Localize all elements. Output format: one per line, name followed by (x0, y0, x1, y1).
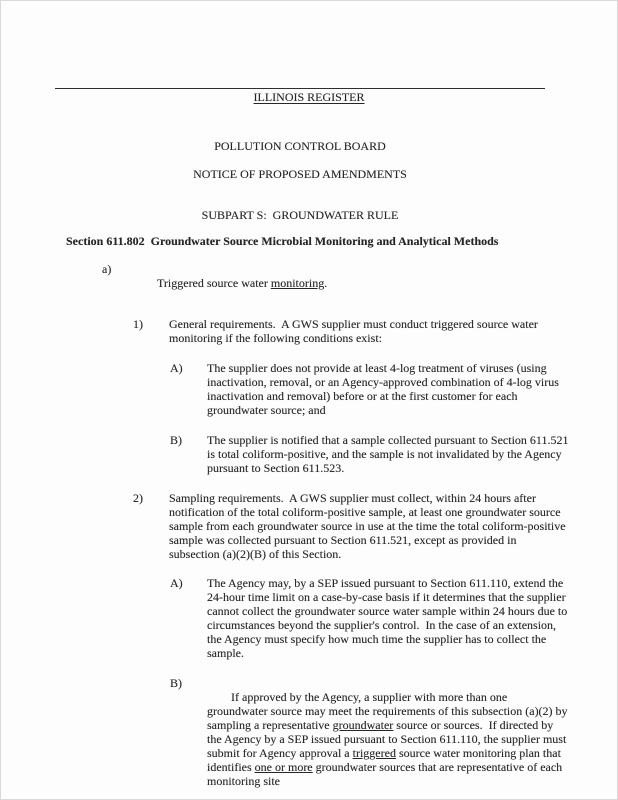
outline-text-a-pre: Triggered source water (157, 276, 271, 290)
outline-item-a (102, 262, 618, 304)
outline-text-1A: The supplier does not provide at least 4-log treatment of viruses (using inactivation, removal, or an Agency-approved combination of 4-log virus inactivation and removal) before or at the first customer for each groundwater source; and (207, 361, 562, 417)
outline-item-1B (170, 433, 618, 475)
outline-text-2B-seg5: source water monitoring plan that identifies (207, 746, 564, 774)
header-rule (55, 88, 545, 89)
outline-text-2B-seg4-underlined: triggered (352, 746, 396, 760)
outline-item-1 (133, 317, 618, 345)
outline-text-a-post: . (324, 276, 328, 290)
outline-item-2 (133, 491, 618, 561)
section-heading: Section 611.802 Groundwater Source Microbial Monitoring and Analytical Methods (66, 234, 499, 248)
outline-text-a-underlined: monitoring (270, 276, 325, 290)
outline-text-a (133, 262, 327, 304)
subpart-heading: SUBPART S: GROUNDWATER RULE (201, 208, 399, 222)
outline-label-2: 2) (133, 491, 143, 505)
outline-text-2: Sampling requirements. A GWS supplier must collect, within 24 hours after notification of the total coliform-positive sample, at least one groundwater source sample from each groundwater source in use at the time the total coliform-positive sample was collected pursuant to Section 611.521, except as provided in subsection (a)(2)(B) of this Section. (169, 491, 569, 561)
outline-text-2A: The Agency may, by a SEP issued pursuant to Section 611.110, extend the 24-hour time limit on a case-by-case basis if it determines that the supplier cannot collect the groundwater source water sample within 24 hours due to circumstances beyond the supplier's control. In the case of an extension, the Agency must specify how much time the supplier has to collect the sample. (207, 576, 571, 660)
outline-text-2B-seg1: If approved by the Agency, a supplier with more than one groundwater source may meet the requirements of this subsection (a)(2) by sampling a representative (207, 690, 571, 732)
notice-title: NOTICE OF PROPOSED AMENDMENTS (193, 167, 407, 181)
outline-text-2B-seg6-underlined: one or more (254, 760, 313, 774)
outline-label-1A: A) (170, 361, 183, 375)
outline-label-1: 1) (133, 317, 143, 331)
outline-label-1B: B) (170, 433, 182, 447)
outline-label-2B: B) (170, 676, 182, 690)
register-title: ILLINOIS REGISTER (253, 90, 365, 104)
outline-text-1B: The supplier is notified that a sample collected pursuant to Section 611.521 is total coliform-positive, and the sample is not invalidated by the Agency pursuant to Section 611.523. (207, 433, 572, 475)
masthead (0, 76, 600, 118)
outline-text-2B (207, 676, 569, 800)
outline-label-a: a) (102, 262, 112, 276)
outline-text-2B-seg2-underlined: groundwater (332, 718, 394, 732)
board-name: POLLUTION CONTROL BOARD (214, 139, 386, 153)
outline-item-1A (170, 361, 618, 417)
outline-text-2B-seg3: source or sources. If directed by the Agency by a SEP issued pursuant to Section 611.110, the supplier must submit for Agency approval a (207, 718, 570, 760)
outline-item-2B (170, 676, 618, 800)
outline-label-2A: A) (170, 576, 183, 590)
outline-text-1: General requirements. A GWS supplier must conduct triggered source water monitoring if the following conditions exist: (169, 317, 541, 345)
outline-item-2A (170, 576, 618, 660)
outline-text-2B-seg7: groundwater sources that are representative of each monitoring site (207, 760, 566, 788)
